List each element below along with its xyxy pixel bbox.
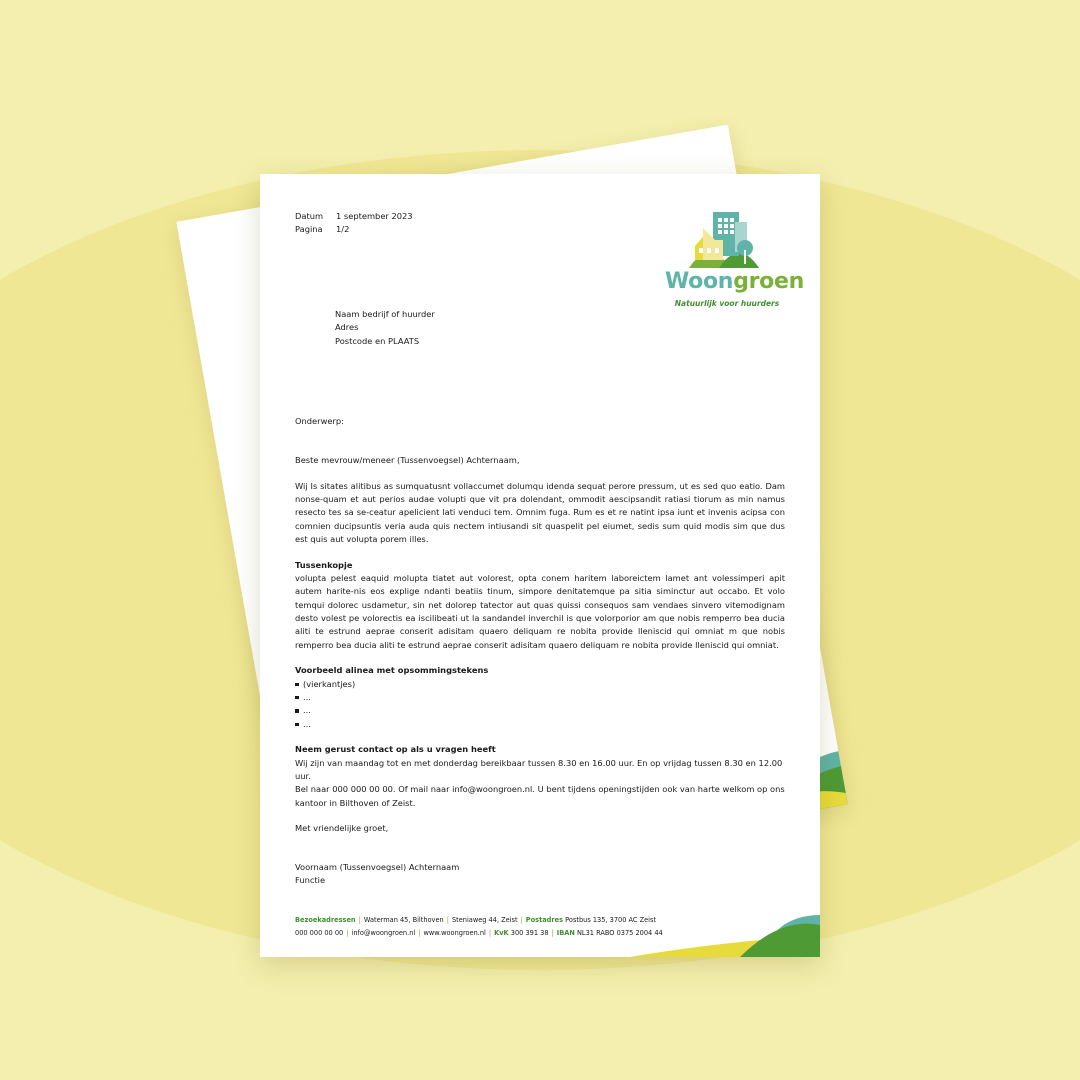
footer-email: info@woongroen.nl <box>351 929 416 937</box>
section-heading-bullets: Voorbeeld alinea met opsommingstekens <box>295 665 489 676</box>
address-line-3: Postcode en PLAATS <box>335 335 420 346</box>
footer-line-1: Bezoekadressen | Waterman 45, Bilthoven | Steniaweg 44, Zeist | Postadres Postbus 135, 3700 AC Zeist <box>295 916 657 924</box>
footer-line-2: 000 000 00 00 | info@woongroen.nl | www.woongroen.nl | KvK 300 391 38 | IBAN NL31 RABO 0375 2004 44 <box>295 929 663 937</box>
iban-value: NL31 RABO 0375 2004 44 <box>576 929 663 937</box>
footer-hill-decoration <box>630 907 820 957</box>
section-text-tussenkopje: volupta pelest eaquid molupta tiatet aut volorest, opta conem haritem laboreictem lamet ant volessimperi apit autem harite-nis eos explige ndanti beatiis tinum, simpore denitatemque pa sitia siminctur aut occabo. Et volo temqui dolorec usdametur, sin net dolorep tatector aut quas quissi consequos sam vendaes sinvero vitemodignam desto volest pe volorectis ea iscilibeati ut la sandandel inverchil is que volorporior am que nobis remperro bea ducia aliti te estrund aeprae conserit adisitam quaero deliquam re nobita provide lleniscid qui omniat m que nobis remperro bea ducia aliti te estrund aeprae conserit adisitam quaero deliquam re nobita provide lleniscid qui omniat. <box>295 573 785 650</box>
contact-line-1: Wij zijn van maandag tot en met donderdag bereikbaar tussen 8.30 en 16.00 uur. En op vrijdag tussen 8.30 en 12.00 uur. <box>295 757 783 781</box>
paragraph-intro: Wij Is sitates alitibus as sumquatusnt vollaccumet dolumqu idenda sequat perore pressum, ut es sed quo eatio. Dam nonse-quam et aut perios audae volupti que vit pra dolendant, ommodit aescipsandit ratiasi tiorum as min namus resecto tes sa se-ceatur apelicient lati venduci tem. Omnim fuga. Rum es et re natint ipsa iunt et invenis acipsa con comnien ducipsuntis veria auda quis nectem intiusandi sit quaspelit pel eiumet, sedis sum quid modis sim que dus est quis aut volupta porem illes. <box>295 480 785 544</box>
list-item: ... <box>295 691 785 704</box>
brand-word-groen: groen <box>733 269 804 294</box>
footer-web: www.woongroen.nl <box>423 929 486 937</box>
section-heading-tussenkopje: Tussenkopje <box>295 559 353 570</box>
letter-meta <box>295 210 413 237</box>
list-item: (vierkantjes) <box>295 678 785 691</box>
brand-wordmark <box>665 269 804 295</box>
section-heading-contact: Neem gerust contact op als u vragen heeft <box>295 744 496 755</box>
kvk-value: 300 391 38 <box>510 929 549 937</box>
contact-line-2: Bel naar 000 000 00 00. Of mail naar info@woongroen.nl. U bent tijdens openingstijden ook van harte welkom op ons <box>295 784 785 795</box>
contact-line-3: kantoor in Bilthoven of Zeist. <box>295 797 416 808</box>
page-row <box>295 223 413 236</box>
woongroen-logo <box>665 210 804 310</box>
salutation: Beste mevrouw/meneer (Tussenvoegsel) Achternaam, <box>295 455 520 465</box>
visit-label: Bezoekadressen <box>295 916 356 924</box>
houses-logo-icon <box>689 210 761 270</box>
date-label: Datum <box>295 211 324 221</box>
date-row <box>295 210 413 223</box>
page-value: 1/2 <box>336 224 350 235</box>
letter-footer <box>295 914 663 940</box>
signature-block <box>295 861 785 888</box>
address-line-1: Naam bedrijf of huurder <box>335 309 435 319</box>
bullet-list <box>295 678 785 731</box>
date-value: 1 september 2023 <box>336 211 413 221</box>
letter-body <box>295 454 785 887</box>
signature-function: Functie <box>295 874 326 885</box>
post-label: Postadres <box>525 916 564 924</box>
subject-line: Onderwerp: <box>295 416 344 426</box>
letter-page <box>260 174 820 957</box>
signature-name: Voornaam (Tussenvoegsel) Achternaam <box>295 861 460 872</box>
iban-label: IBAN <box>556 929 575 937</box>
visit-address-2: Steniaweg 44, Zeist <box>451 916 518 924</box>
closing: Met vriendelijke groet, <box>295 823 389 834</box>
kvk-label: KvK <box>494 929 509 937</box>
post-value: Postbus 135, 3700 AC Zeist <box>565 916 657 924</box>
list-item: ... <box>295 704 785 717</box>
visit-address-1: Waterman 45, Bilthoven <box>363 916 444 924</box>
address-line-2: Adres <box>335 322 359 333</box>
brand-tagline: Natuurlijk voor huurders <box>674 299 780 308</box>
footer-phone: 000 000 00 00 <box>295 929 344 937</box>
brand-word-woon: Woon <box>665 269 734 294</box>
page-label: Pagina <box>295 224 323 235</box>
recipient-address <box>335 308 435 348</box>
list-item: ... <box>295 718 785 731</box>
